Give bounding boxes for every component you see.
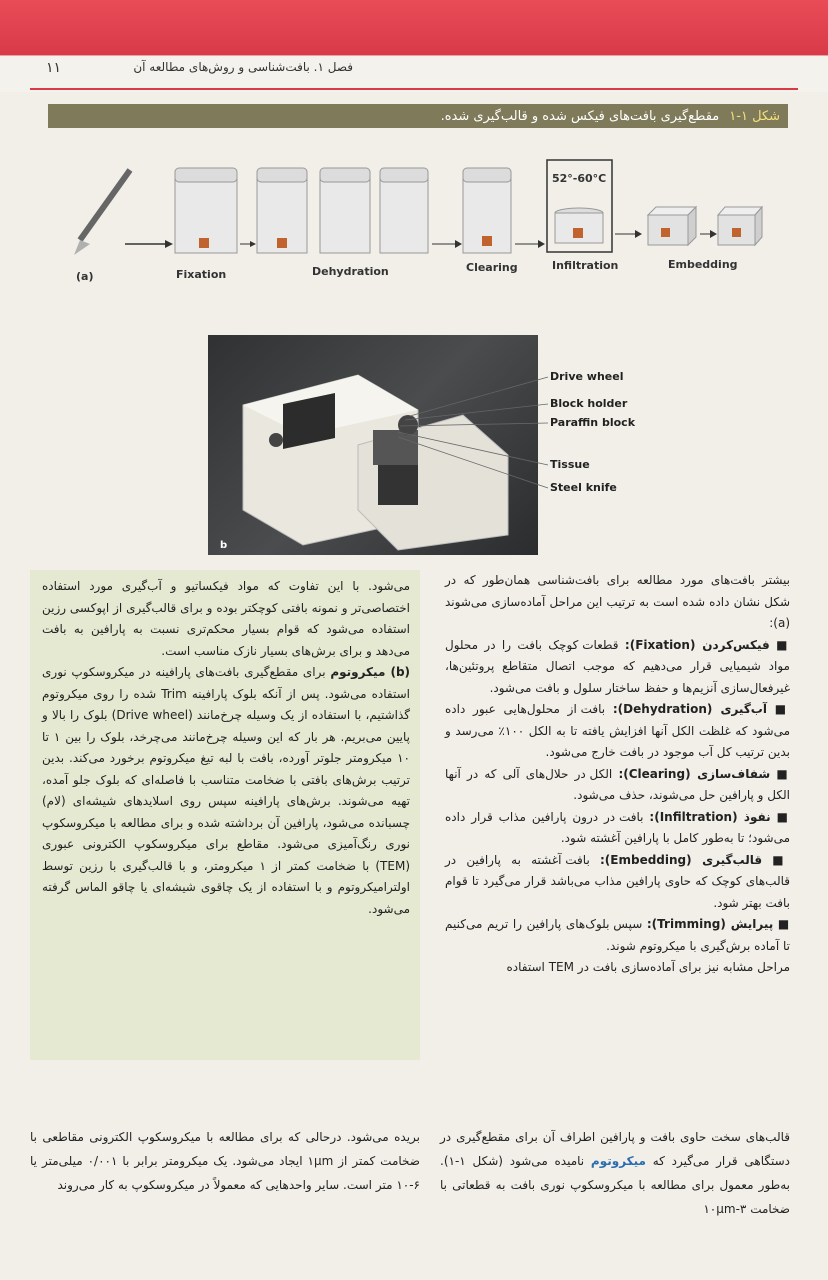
arrow-icon [515,240,545,248]
part-b-label: b [220,540,228,551]
tail-paragraph: مراحل مشابه نیز برای آماده‌سازی بافت در TEM استفاده [506,960,790,974]
step-clearing-label: Clearing [466,261,518,274]
callout-steel-knife: Steel knife [550,481,617,494]
figure-caption: مقطع‌گیری بافت‌های فیکس شده و قالب‌گیری شده. [440,108,720,124]
bottom-left-paragraph: بریده می‌شود. درحالی که برای مطالعه با میکروسکوپ الکترونی مقاطعی با ضخامت کمتر از ۱μm ایجاد می‌شود. یک میکرومتر برابر با ۰/۰۰۱ میلی‌متر یا ۶-۱۰ متر است. سایر واحدهایی که معمولاً در میکروسکوپ به کار می‌روند [30,1130,420,1192]
header-divider [30,88,798,90]
embedding-block-1 [648,207,696,245]
arrow-icon [432,240,462,248]
embedding-block-2 [718,207,762,245]
step-item-head: نفوذ (Infiltration): [649,809,771,824]
figure-caption-bar [48,104,788,128]
step-item: ■ آب‌گیری (Dehydration): بافت از محلول‌هایی عبور داده می‌شود که غلظت الکل آنها افزایش یافته تا به الکل ۱۰۰٪ می‌رسد و بدین ترتیب کل آب موجود در بافت خارج می‌شود. [445,702,791,759]
step-item-text: الکل در حلال‌های آلی که در آنها الکل و پارافین حل می‌شوند، حذف می‌شود. [445,766,790,802]
bottom-right-paragraph [440,1125,790,1221]
arrow-icon [700,230,717,238]
scalpel-icon [74,170,130,255]
figure-label: شکل ۱-۱ [729,108,780,124]
beaker-dehydration-3 [380,168,428,253]
beaker-dehydration-1 [257,168,307,253]
page-number: ۱۱ [46,60,62,76]
left-column-text [30,570,420,1060]
temperature-label: 52°-60°C [552,172,607,185]
step-item: ■ پیرایش (Trimming): سپس بلوک‌های پارافین را تریم می‌کنیم تا آماده برش‌گیری با میکروتوم شوند. [445,917,790,953]
photo-callout-lines [380,360,555,500]
step-item-head: آب‌گیری (Dehydration): [612,702,767,716]
microtome-text: برای مقطع‌گیری بافت‌های پارافینه در میکروسکوپ نوری استفاده می‌شود. پس از آنکه بلوک پارافینه Trim شده را روی میکروتوم گذاشتیم، با استفاده از یک وسیله چرخ‌مانند (Drive wheel) بلوک را بالا و پایین می‌بریم. هر بار که این وسیله چرخ‌مانند می‌چرخد، بلوک را بین ۱ تا ۱۰ میکرومتر جلوتر آورده، بافت با لبه تیغ میکروتوم برخورد می‌کند. بدین ترتیب برش‌های بافتی با ضخامت متناسب با فاصله‌ای که بلوک جلو آمده، تهیه می‌شوند. برش‌های پارافینه سپس روی اسلایدهای شیشه‌ای (لام) چسبانده می‌شود، پارافین آن برداشته شده و برای مطالعه با میکروسکوپ نوری رنگ‌آمیزی می‌شود. مقاطع برای میکروسکوپ الکترونی عبوری (TEM) با ضخامت کمتر از ۱ میکرومتر، و با قالب‌گیری با رزین توسط اولترامیکروتوم و با استفاده از یک چاقوی شیشه‌ای یا چاقو الماس گرفته می‌شود. [42,665,411,916]
callout-block-holder: Block holder [550,397,628,410]
beaker-fixation [175,168,237,253]
chapter-title: فصل ۱. بافت‌شناسی و روش‌های مطالعه آن [133,60,353,74]
arrow-icon [240,241,256,247]
step-item-text: بافت در درون پارافین مذاب قرار داده می‌شود؛ تا به‌طور کامل با پارافین آغشته شود. [445,809,790,845]
header-band [0,0,828,92]
step-item-text: قطعات کوچک بافت را در محلول مواد شیمیایی قرار می‌دهیم که موجب اتصال متقاطع پروتئین‌ها، غیرفعال‌سازی آنزیم‌ها و حفظ ساختار سلول و بافت می‌شود. [445,637,790,695]
step-item-head: پیرایش (Trimming): [646,917,774,931]
step-item: ■ قالب‌گیری (Embedding): بافت آغشته به پارافین در قالب‌های کوچک که حاوی پارافین مذاب می‌باشد قرار می‌گیرد تا قوام بافت بهتر شود. [445,852,790,910]
tissue-preparation-diagram [70,140,770,290]
step-item-text: بافت آغشته به پارافین در قالب‌های کوچک که حاوی پارافین مذاب می‌باشد قرار می‌گیرد تا قوام بافت بهتر شود. [445,852,790,910]
step-item-text: بافت از محلول‌هایی عبور داده می‌شود که غلظت الکل آنها افزایش یافته تا به الکل ۱۰۰٪ می‌رسد و بدین ترتیب کل آب موجود در بافت خارج می‌شود. [445,702,791,759]
step-embedding-label: Embedding [668,258,738,271]
microtome-heading: (b) میکروتوم [330,665,411,679]
step-item: ■ شفاف‌سازی (Clearing): الکل در حلال‌های آلی که در آنها الکل و پارافین حل می‌شوند، حذف می‌شود. [445,766,791,802]
right-column-text [445,570,790,979]
step-item-head: شفاف‌سازی (Clearing): [618,766,771,781]
beaker-clearing [463,168,511,253]
step-fixation-label: Fixation [176,268,227,281]
step-item-text: سپس بلوک‌های پارافین را تریم می‌کنیم تا آماده برش‌گیری با میکروتوم شوند. [445,917,790,953]
step-item: ■ فیکس‌کردن (Fixation): قطعات کوچک بافت را در محلول مواد شیمیایی قرار می‌دهیم که موجب اتصال متقاطع پروتئین‌ها، غیرفعال‌سازی آنزیم‌ها و حفظ ساختار سلول و بافت می‌شود. [445,637,791,695]
arrow-icon [615,230,642,238]
left-paragraph-2 [42,662,410,920]
callout-drive-wheel: Drive wheel [550,370,624,383]
intro-paragraph: بیشتر بافت‌های مورد مطالعه برای بافت‌شناسی همان‌طور که در شکل نشان داده شده است به ترتیب این مراحل آماده‌سازی می‌شوند (a): [445,573,790,630]
bottom-right-text-1: قالب‌های سخت حاوی بافت و پارافین اطراف آن برای مقطع‌گیری در دستگاهی قرار می‌گیرد که [440,1130,790,1168]
callout-paraffin-block: Paraffin block [550,416,636,429]
step-infiltration-label: Infiltration [552,259,619,272]
beaker-dehydration-2 [320,168,370,253]
bottom-right-text-2: نامیده می‌شود (شکل ۱-۱). به‌طور معمول برای مطالعه با میکروسکوپ نوری بافت به قطعاتی با ضخامت ۳-۱۰μm [440,1154,790,1216]
part-a-label: (a) [76,270,94,283]
step-dehydration-label: Dehydration [312,265,389,278]
callout-tissue: Tissue [550,458,590,471]
step-item: ■ نفوذ (Infiltration): بافت در درون پارافین مذاب قرار داده می‌شود؛ تا به‌طور کامل با پارافین آغشته شود. [445,809,790,845]
microtome-term: میکروتوم [590,1154,646,1168]
arrow-icon [125,240,173,248]
step-item-head: قالب‌گیری (Embedding): [599,852,763,867]
step-item-head: فیکس‌کردن (Fixation): [624,637,770,652]
left-paragraph-1: می‌شود. با این تفاوت که مواد فیکساتیو و آب‌گیری مورد استفاده اختصاصی‌تر و نمونه بافتی کوچکتر بوده و برای قالب‌گیری از اپوکسی رزین استفاده می‌شود که قوام بسیار محکم‌تری نسبت به پارافین به بافت می‌دهد و برای برش‌های بسیار نازک مناسب است. [42,579,410,658]
